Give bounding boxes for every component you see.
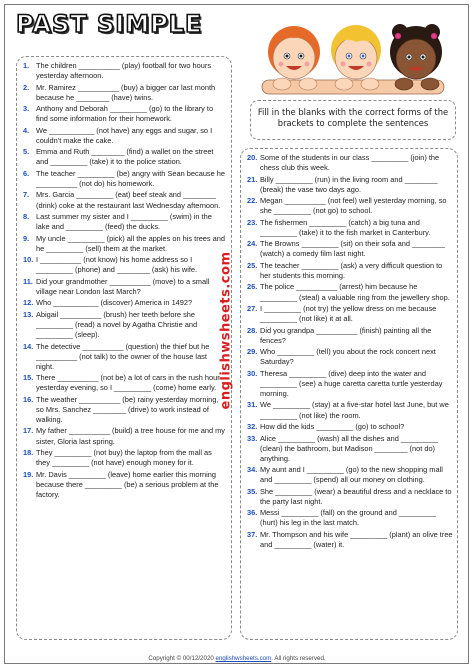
question-number: 18.: [23, 448, 34, 458]
question-text: The Browns _________ (sit) on their sofa and ________ (watch) a comedy film last night.: [260, 239, 445, 259]
question-text: My father __________ (build) a tree house for me and my sister, Gloria last spring.: [36, 426, 225, 446]
question-text: They _________ (not buy) the laptop from the mall as they _________ (not have) enough money for it.: [36, 448, 212, 468]
question-item: [247, 530, 453, 550]
question-number: 35.: [247, 486, 258, 496]
watermark: [218, 200, 234, 460]
question-item: [23, 277, 227, 297]
question-number: 16.: [23, 394, 34, 404]
question-item: [247, 326, 453, 346]
kids-illustration-icon: [252, 14, 452, 98]
question-item: [23, 212, 227, 232]
question-number: 12.: [23, 298, 34, 308]
question-item: [23, 104, 227, 124]
question-text: The teacher _________ (ask) a very difficult question to her students this morning.: [260, 260, 443, 280]
question-item: [247, 422, 453, 432]
question-number: 4.: [23, 125, 30, 135]
question-number: 17.: [23, 426, 34, 436]
question-text: Abigail __________ (brush) her teeth before she _________ (read) a novel by Agatha Christie and _________ (sleep).: [36, 309, 198, 340]
footer-link[interactable]: englishwsheets.com: [215, 655, 272, 662]
question-text: Did you grandpa __________ (finish) painting all the fences?: [260, 325, 432, 345]
question-text: Alice _________ (wash) all the dishes and _________ (clean) the bathroom, but Madison ________ (not do) anything.: [260, 433, 438, 463]
question-item: [247, 239, 453, 259]
question-item: [247, 196, 453, 216]
question-number: 34.: [247, 465, 258, 475]
question-text: There __________ (not be) a lot of cars in the rush hour yesterday evening, so I _________ (come) home early.: [36, 373, 220, 393]
question-text: The police __________ (arrest) him because he _________ (steal) a valuable ring from the jewellery shop.: [260, 282, 450, 302]
question-text: The detective __________ (question) the thief but he __________ (not talk) to the owner of the house last night.: [36, 341, 210, 371]
question-text: She _________ (wear) a beautiful dress and a necklace to the party last night.: [260, 486, 452, 506]
question-item: [247, 434, 453, 464]
question-item: [247, 282, 453, 302]
question-text: Last summer my sister and I _________ (swim) in the lake and _________ (feed) the ducks.: [36, 212, 212, 232]
question-item: [23, 298, 227, 308]
question-item: [23, 190, 227, 210]
question-item: [23, 470, 227, 500]
question-item: [247, 347, 453, 367]
question-item: [23, 147, 227, 167]
question-number: 3.: [23, 104, 30, 114]
question-number: 28.: [247, 325, 258, 335]
question-text: We ___________ (not have) any eggs and sugar, so I couldn't make the cake.: [36, 125, 213, 145]
question-number: 15.: [23, 373, 34, 383]
question-item: [23, 395, 227, 425]
question-text: Theresa _________ (dive) deep into the water and _________ (see) a huge caretta caretta turtle yesterday morning.: [260, 368, 443, 398]
instructions-box: Fill in the blanks with the correct forms of the brackets to complete the sentences: [250, 100, 456, 140]
question-text: Emma and Ruth ________ (find) a wallet on the street and _________ (take) it to the police station.: [36, 147, 214, 167]
question-number: 11.: [23, 276, 33, 286]
question-number: 36.: [247, 508, 258, 518]
question-number: 2.: [23, 82, 30, 92]
kids-illustration: [252, 14, 452, 98]
question-text: We _________ (stay) at a five-star hotel last June, but we _________ (not like) the room.: [260, 400, 449, 420]
question-item: [247, 508, 453, 528]
question-item: [247, 304, 453, 324]
question-text: Some of the students in our class _________ (join) the chess club this week.: [260, 153, 440, 173]
question-item: [247, 487, 453, 507]
question-text: The weather __________ (be) rainy yesterday morning, so Mrs. Sanchez ________ (drive) to work instead of walking.: [36, 394, 219, 424]
question-number: 19.: [23, 469, 34, 479]
question-text: Messi _________ (fall) on the ground and _________ (hurt) his leg in the last match.: [260, 508, 436, 528]
question-text: I _________ (not try) the yellow dress on me because _________ (not like) it at all.: [260, 304, 437, 324]
question-item: [23, 426, 227, 446]
right-question-column: [240, 148, 458, 640]
question-number: 5.: [23, 147, 30, 157]
question-text: Did your grandmother __________ (move) to a small village near London last March?: [36, 276, 210, 296]
question-text: How did the kids _________ (go) to school?: [260, 422, 405, 432]
question-item: [23, 126, 227, 146]
question-number: 22.: [247, 196, 258, 206]
question-text: Mr. Thompson and his wife _________ (plant) an olive tree and _________ (water) it.: [260, 529, 453, 550]
question-number: 30.: [247, 368, 258, 378]
question-item: [247, 465, 453, 485]
question-number: 1.: [23, 61, 30, 70]
question-number: 10.: [23, 255, 34, 265]
question-number: 29.: [247, 347, 258, 357]
question-number: 24.: [247, 239, 258, 249]
question-item: [23, 169, 227, 189]
question-number: 31.: [247, 400, 258, 410]
question-number: 25.: [247, 260, 258, 270]
question-text: My aunt and I _________ (go) to the new shopping mall and _________ (spend) all our money on clothing.: [260, 465, 443, 485]
question-item: [23, 234, 227, 254]
question-text: Megan __________ (not feel) well yesterday morning, so she _________ (not go) to school.: [260, 196, 447, 216]
left-question-column: [16, 56, 232, 640]
question-item: [247, 261, 453, 281]
question-item: [23, 448, 227, 468]
question-item: [23, 373, 227, 393]
footer-prefix: Copyright © 00/12/2020: [148, 655, 216, 662]
question-number: 9.: [23, 233, 30, 243]
question-item: [23, 255, 227, 275]
question-number: 8.: [23, 212, 30, 222]
question-text: The children __________ (play) football for two hours yesterday afternoon.: [36, 61, 212, 81]
question-item: [247, 400, 453, 420]
question-number: 26.: [247, 282, 258, 292]
question-item: [247, 153, 453, 173]
question-number: 13.: [23, 309, 34, 319]
page-title: PAST SIMPLE: [16, 10, 203, 38]
question-number: 20.: [247, 153, 258, 162]
question-number: 14.: [23, 341, 34, 351]
question-number: 27.: [247, 304, 258, 314]
question-text: The teacher _________ (be) angry with Sean because he __________ (not do) his homework.: [36, 168, 226, 188]
question-text: Anthony and Deborah _________ (go) to the library to find some information for their homework.: [36, 104, 214, 124]
question-text: The fishermen _________ (catch) a big tuna and _________ (take) it to the fish market in Canterbury.: [260, 217, 431, 237]
question-number: 37.: [247, 529, 258, 539]
question-text: Mr. Ramirez __________ (buy) a bigger car last month because he ________ (have) twins.: [36, 82, 216, 102]
question-text: I __________ (not know) his home address so I _________ (phone) and ________ (ask) his wife.: [36, 255, 198, 275]
question-number: 7.: [23, 190, 30, 200]
question-item: [247, 369, 453, 399]
copyright-footer: [0, 655, 474, 662]
footer-suffix: . All rights reserved.: [271, 655, 326, 662]
watermark-text: englishwsheets.com: [218, 251, 234, 409]
question-text: Billy _________ (run) in the living room and ________ (break) the vase two days ago.: [260, 174, 438, 194]
question-item: [23, 83, 227, 103]
question-number: 21.: [247, 174, 258, 184]
question-number: 33.: [247, 433, 258, 443]
question-text: Who _________ (tell) you about the rock concert next Saturday?: [260, 347, 436, 367]
question-text: Mrs. Garcia _________ (eat) beef steak and ________ (drink) coke at the restaurant last Wednesday afternoon.: [36, 190, 221, 210]
question-item: [247, 218, 453, 238]
question-text: Who ___________ (discover) America in 1492?: [36, 298, 193, 308]
question-text: My uncle _________ (pick) all the apples on his trees and he _________ (sell) them at the market.: [36, 233, 225, 253]
question-text: Mr. Davis _________ (leave) home earlier this morning because there _________ (be) a serious problem at the factory.: [36, 469, 219, 499]
question-item: [23, 310, 227, 340]
question-number: 32.: [247, 422, 258, 432]
question-item: [23, 342, 227, 372]
question-number: 6.: [23, 168, 30, 178]
question-item: [247, 175, 453, 195]
question-number: 23.: [247, 217, 258, 227]
question-item: [23, 61, 227, 81]
